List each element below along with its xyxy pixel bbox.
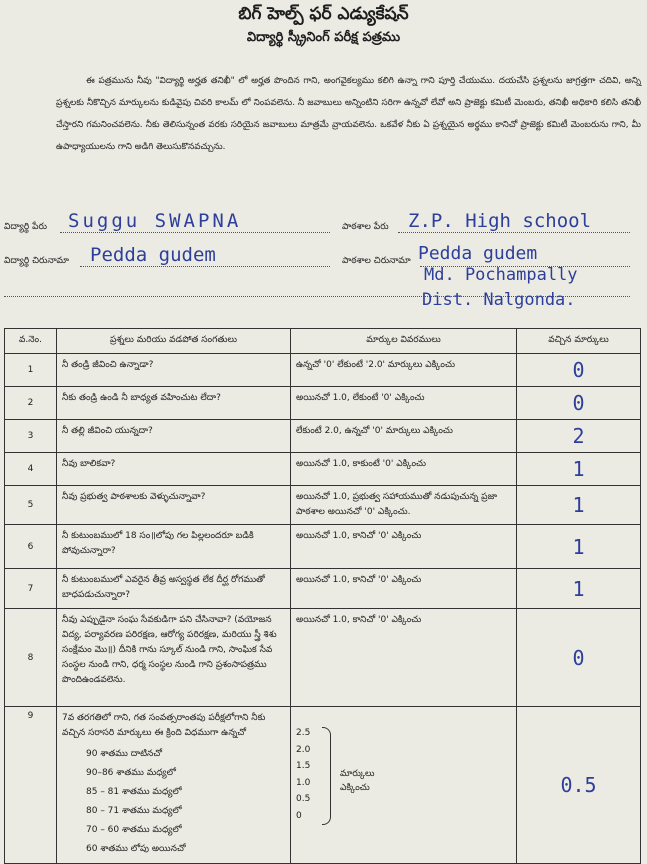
- student-address-label: విద్యార్థి చిరునామా: [4, 256, 69, 266]
- rule-line: ఎక్కించు: [340, 783, 370, 793]
- table-row: [5, 354, 641, 387]
- screening-table: [4, 328, 641, 864]
- grade-item: 80 – 71 శాతము మధ్యలో: [86, 806, 182, 816]
- school-address-value-2: Md. Pochampally: [424, 265, 578, 285]
- col-marks-detail-header: మార్కుల వివరములు: [291, 329, 517, 354]
- grade-value: 1.5: [296, 761, 311, 772]
- grade-value: 0.5: [296, 794, 311, 805]
- school-address-value-3: Dist. Nalgonda.: [422, 290, 576, 310]
- row-question: నీ తల్లి జీవించి యున్నదా?: [57, 420, 291, 453]
- row-rule: అయినచో 1.0, కానిచో '0' ఎక్కించు: [291, 569, 517, 609]
- student-name-label: విద్యార్థి పేరు: [4, 222, 47, 232]
- col-question-header: ప్రశ్నలు మరియు వడపోత సంగతులు: [57, 329, 291, 354]
- row-number: 3: [5, 420, 57, 453]
- table-row: [5, 609, 641, 707]
- col-serial-header: వ.నెం.: [5, 329, 57, 354]
- table-row: [5, 453, 641, 486]
- grade-item: 90 శాతము దాటినచో: [86, 749, 163, 759]
- grade-item: 70 – 60 శాతము మధ్యలో: [86, 825, 182, 835]
- table-row: [5, 387, 641, 420]
- table-row: [5, 707, 641, 864]
- row-question: నీ కుటుంబములో ఎవరైన తీవ్ర అస్వస్థత లేక దీర్ఘ రోగముతో బాధపడుచున్నారా?: [57, 569, 291, 609]
- row-number: 8: [5, 609, 57, 707]
- row-rule-9: [291, 707, 517, 864]
- school-name-value: Z.P. High school: [408, 210, 592, 232]
- instructions: [56, 70, 641, 158]
- grade-value: 2.0: [296, 744, 311, 755]
- student-address-value: Pedda gudem: [90, 244, 216, 266]
- row-number: 9: [5, 707, 57, 864]
- row-marks: 0: [517, 609, 641, 707]
- row-rule: అయినచో 1.0, కానిచో '0' ఎక్కించు: [291, 609, 517, 707]
- row-question-text: 7వ తరగతిలో గాని, గత సంవత్సరాంతపు పరీక్షలోగాని నీకు వచ్చిన సరాసరి మార్కులు ఈ క్రింది విధముగా ఉన్నచో: [62, 713, 266, 738]
- row-number: 2: [5, 387, 57, 420]
- grade-item: 60 శాతము లోపు అయినచో: [86, 844, 186, 854]
- grade-item: 90–86 శాతము మధ్యలో: [86, 768, 176, 778]
- row-question: నీవు ఎప్పుడైనా సంఘ సేవకుడిగా పని చేసినావా? (వయోజన విద్య, పర్యావరణ పరిరక్షణ, ఆరోగ్య పరిరక్షణ, మరియు స్త్రీ శిశు సంక్షేమం మొ॥) దీనికి గాను స్కూల్ నుండి గాని, సాంఘిక సేవ సంస్థల నుండి గాని, ధర్మ సంస్థల నుండి గాని ప్రశంసాపత్రము పొందిఉండవలెను.: [57, 609, 291, 707]
- school-address-label: పాఠశాల చిరునామా: [342, 256, 411, 266]
- row-rule: లేకుంటే 2.0, ఉన్నచో '0' మార్కులు ఎక్కించు: [291, 420, 517, 453]
- grade-value: 1.0: [296, 777, 311, 788]
- row-number: 4: [5, 453, 57, 486]
- row-marks: 1: [517, 486, 641, 525]
- student-address-line: [80, 266, 330, 267]
- school-name-line: [398, 232, 630, 233]
- grade-value-scale: [296, 711, 511, 831]
- table-header-row: [5, 329, 641, 354]
- form-title: బిగ్ హెల్ప్ ఫర్ ఎడ్యుకేషన్: [238, 4, 409, 24]
- row-rule: అయినచో 1.0, కానిచో '0' ఎక్కించు: [291, 525, 517, 569]
- row-question: నీ కుటుంబములో 18 సం॥లోపు గల పిల్లలందరూ బడికి పోవుచున్నారా?: [57, 525, 291, 569]
- student-name-line: [60, 232, 330, 233]
- form-subtitle: విద్యార్థి స్క్రీనింగ్ పరీక్ష పత్రము: [246, 30, 401, 45]
- row-rule: అయినచో 1.0, లేకుంటే '0' ఎక్కించు: [291, 387, 517, 420]
- row-question-9: [57, 707, 291, 864]
- row-marks: 0: [517, 354, 641, 387]
- row-rule: అయినచో 1.0, కాకుంటే '0' ఎక్కించు: [291, 453, 517, 486]
- row-marks: 0: [517, 387, 641, 420]
- grade-rule-annotation: [340, 767, 374, 795]
- grade-value: 0: [296, 810, 302, 821]
- table-row: [5, 486, 641, 525]
- row-question: నీవు బాలికవా?: [57, 453, 291, 486]
- rule-line: మార్కులు: [340, 769, 375, 779]
- row-rule: అయినచో 1.0, ప్రభుత్వ సహాయముతో నడుపుచున్న ప్రజా పాఠశాల అయినచో '0' ఎక్కించు.: [291, 486, 517, 525]
- school-address-value-1: Pedda gudem: [418, 243, 538, 264]
- row-question: నీకు తండ్రి ఉండి నీ బాధ్యత వహించుట లేదా?: [57, 387, 291, 420]
- col-marks-obtained-header: వచ్చిన మార్కులు: [517, 329, 641, 354]
- grade-values: [296, 725, 310, 825]
- table-row: [5, 525, 641, 569]
- row-number: 7: [5, 569, 57, 609]
- student-name-value: Suggu SWAPNA: [68, 210, 242, 232]
- instructions-text: ఈ పత్రమును నీవు "విద్యార్థి అర్హత తనిఖీ" లో అర్హత పొందిన గాని, అంగవైకల్యము కలిగి ఉన్నా గాని పూర్తి చేయుము. దయచేసి ప్రశ్నలను జాగ్రత్తగా చదివి, అన్ని ప్రశ్నలకు నీకొచ్చిన మార్కులను కుడివైపు చివరి కాలమ్ లో నింపవలెను. నీ జవాబులు అన్నింటిని సరిగా ఉన్నవో లేవో అని ప్రాజెక్టు కమిటీ మెంబరు, తనిఖీ అధికారి కలిసి తనిఖీ చేస్తారని గమనించవలెను. నీకు తెలిసున్నంత వరకు సరియైన జవాబులు మాత్రమే వ్రాయవలెను. ఒకవేళ నీకు ఏ ప్రశ్నయైన అర్థము కానిచో ప్రాజెక్టు కమిటీ మెంబరును గాని, మీ ఉపాధ్యాయులను గాని అడిగి తెలుసుకొనవచ్చును.: [56, 76, 641, 152]
- row-marks: 1: [517, 525, 641, 569]
- table-row: [5, 569, 641, 609]
- row-marks: 0.5: [517, 707, 641, 864]
- row-number: 5: [5, 486, 57, 525]
- row-marks: 2: [517, 420, 641, 453]
- grade-item: 85 – 81 శాతము మధ్యలో: [86, 787, 182, 797]
- grade-list: [86, 745, 285, 859]
- row-rule: ఉన్నచో '0' లేకుంటే '2.0' మార్కులు ఎక్కించు: [291, 354, 517, 387]
- row-question: నీవు ప్రభుత్వ పాఠశాలకు వెళ్ళుచున్నావా?: [57, 486, 291, 525]
- school-name-label: పాఠశాల పేరు: [342, 222, 389, 232]
- row-number: 1: [5, 354, 57, 387]
- grouping-brace: [322, 727, 331, 825]
- grade-value: 2.5: [296, 728, 311, 738]
- row-marks: 1: [517, 453, 641, 486]
- row-marks: 1: [517, 569, 641, 609]
- row-question: నీ తండ్రి జీవించి ఉన్నాడా?: [57, 354, 291, 387]
- row-number: 6: [5, 525, 57, 569]
- table-row: [5, 420, 641, 453]
